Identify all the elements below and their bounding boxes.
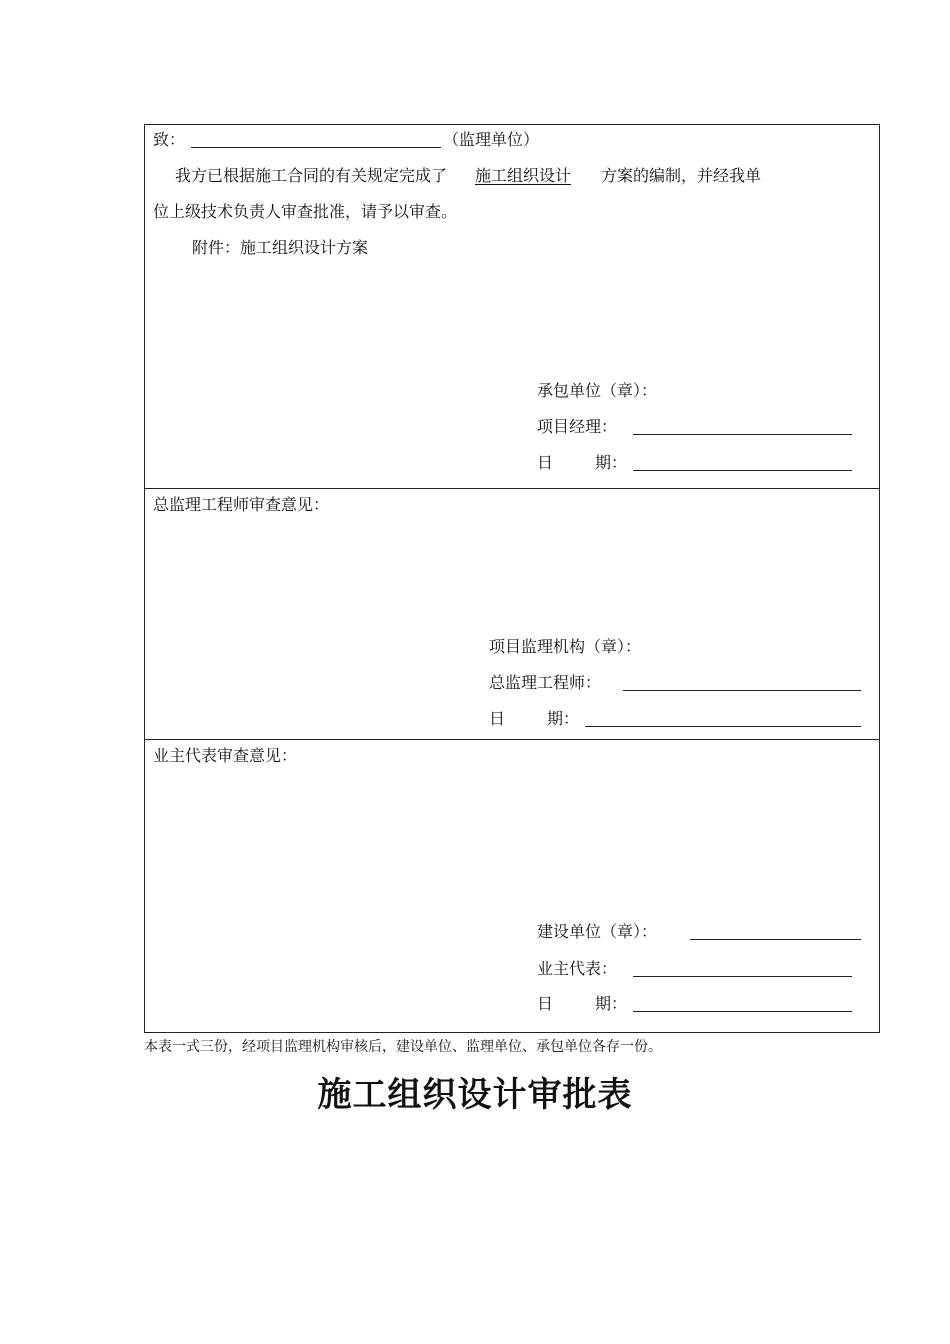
supervision-unit-field[interactable] [191, 147, 441, 148]
owner-review-section [145, 740, 879, 1032]
contractor-seal-label: 承包单位（章）： [537, 381, 658, 400]
body-suffix: 方案的编制，并经我单 [601, 166, 762, 185]
footnote: 本表一式三份，经项目监理机构审核后，建设单位、监理单位、承包单位各存一份。 [144, 1039, 662, 1055]
application-body-line-2: 位上级技术负责人审查批准，请予以审查。 [153, 202, 458, 221]
chief-engineer-label: 总监理工程师： [489, 673, 602, 692]
project-manager-field[interactable] [633, 434, 852, 435]
plan-name-field[interactable]: 施工组织设计 [475, 166, 572, 185]
project-manager-label: 项目经理： [537, 417, 618, 436]
contractor-date-field[interactable] [633, 470, 852, 471]
owner-date-field[interactable] [633, 1011, 852, 1012]
date-label-char-2: 期： [595, 994, 628, 1013]
chief-engineer-review-section [145, 489, 879, 740]
supervision-org-seal-label: 项目监理机构（章）： [489, 637, 642, 656]
owner-rep-label: 业主代表： [537, 959, 618, 978]
date-label-char-1: 日 [537, 994, 554, 1013]
owner-seal-field[interactable] [690, 939, 861, 940]
attachment-text: 附件：施工组织设计方案 [192, 238, 369, 257]
owner-rep-field[interactable] [633, 976, 852, 977]
owner-seal-label: 建设单位（章）： [537, 922, 658, 941]
approval-form-table [144, 124, 880, 1033]
date-label-char-2: 期： [595, 453, 628, 472]
page-title: 施工组织设计审批表 [317, 1075, 633, 1115]
supervision-date-field[interactable] [585, 726, 861, 727]
application-section [145, 125, 879, 489]
chief-engineer-review-heading: 总监理工程师审查意见： [153, 495, 330, 514]
owner-review-heading: 业主代表审查意见： [153, 746, 298, 765]
body-prefix: 我方已根据施工合同的有关规定完成了 [175, 166, 448, 185]
supervision-unit-suffix: （监理单位） [443, 130, 540, 149]
application-body-line-1 [175, 166, 761, 186]
date-label-char-1: 日 [489, 709, 506, 728]
chief-engineer-field[interactable] [623, 690, 861, 691]
to-label: 致： [153, 130, 186, 149]
date-label-char-1: 日 [537, 453, 554, 472]
date-label-char-2: 期： [547, 709, 580, 728]
